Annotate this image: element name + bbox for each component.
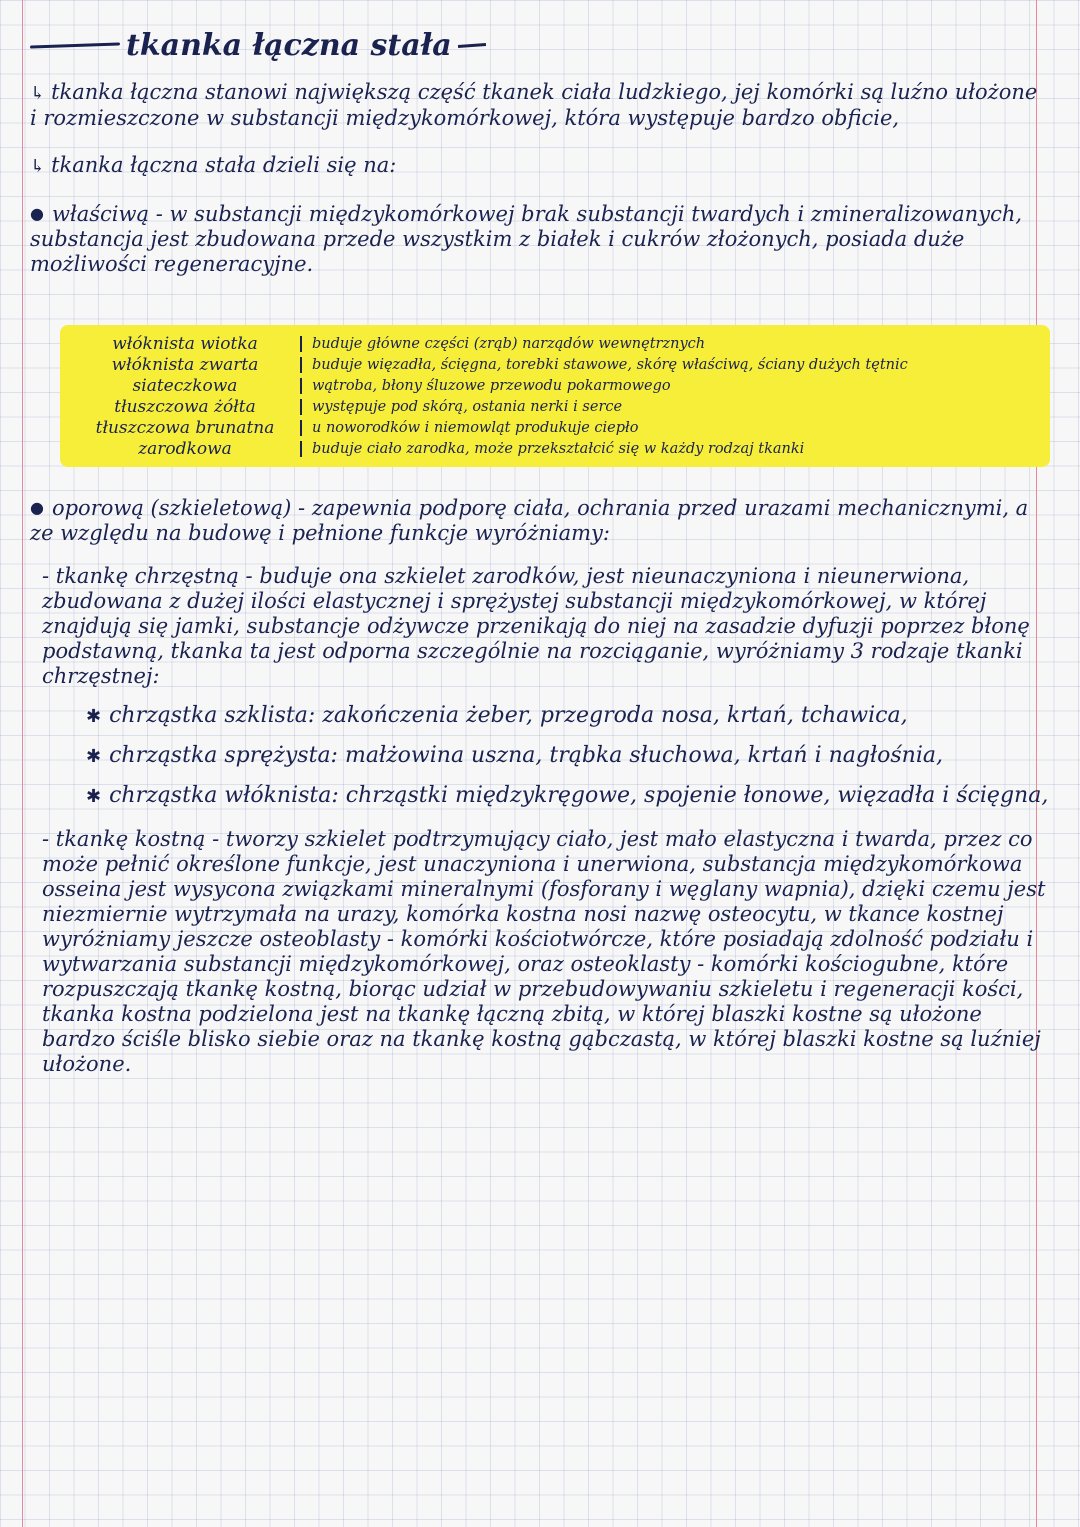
cartilage-types-list	[30, 703, 1050, 809]
intro-paragraph	[30, 80, 1050, 131]
tissue-name: włóknista zwarta	[111, 354, 259, 375]
page-title: tkanka łączna stała	[126, 27, 452, 63]
bullet-icon: ●	[30, 204, 44, 223]
table-row	[70, 417, 1040, 438]
chrzestna-paragraph: - tkankę chrzęstną - buduje ona szkielet zarodków, jest nieunaczyniona i nieunerwiona, zbudowana z dużej ilości elastycznej i sprężystej substancji międzykomórkowej, w której znajdują się jamki, substancje odżywcze przenikają do niej na zasadzie dyfuzji poprzez błonę podstawną, tkanka ta jest odporna szczególnie na rozciąganie, wyróżniamy 3 rodzaje tkanki chrzęstnej:	[42, 564, 1030, 688]
tissue-table	[60, 325, 1050, 467]
tissue-name: siateczkowa	[132, 375, 238, 396]
tissue-desc: u noworodków i niemowląt produkuje ciepło	[300, 420, 1040, 436]
tissue-name: zarodkowa	[138, 438, 232, 459]
intro-text: tkanka łączna stanowi największą część tkanek ciała ludzkiego, jej komórki są luźno ułożone i rozmieszczone w substancji międzykomórkowej, która występuje bardzo obficie,	[30, 80, 1038, 130]
cartilage-type-text: chrząstka sprężysta: małżowina uszna, trąbka słuchowa, krtań i nagłośnia,	[109, 743, 943, 768]
cartilage-type-text: chrząstka szklista: zakończenia żeber, przegroda nosa, krtań, tchawica,	[109, 703, 908, 728]
tissue-name: włóknista wiotka	[112, 333, 258, 354]
oporowa-paragraph	[30, 495, 1050, 546]
tissue-desc: buduje główne części (zrąb) narządów wewnętrznych	[300, 336, 1040, 352]
tissue-desc: buduje ciało zarodka, może przekształcić się w każdy rodzaj tkanki	[300, 441, 1040, 457]
cartilage-type-text: chrząstka włóknista: chrząstki międzykręgowe, spojenie łonowe, więzadła i ścięgna,	[109, 783, 1049, 808]
tissue-desc: występuje pod skórą, ostania nerki i serce	[300, 399, 1040, 415]
tissue-desc: wątroba, błony śluzowe przewodu pokarmowego	[300, 378, 1040, 394]
tissue-desc: buduje więzadła, ścięgna, torebki stawowe, skórę właściwą, ściany dużych tętnic	[300, 357, 1040, 373]
title-tail	[458, 43, 486, 48]
tissue-name: tłuszczowa brunatna	[95, 417, 275, 438]
tissue-name: tłuszczowa żółta	[114, 396, 256, 417]
wlasciwa-paragraph	[30, 201, 1050, 277]
table-row	[70, 396, 1040, 417]
arrow-icon: ↳	[30, 83, 46, 104]
table-row	[70, 354, 1040, 375]
divides-text: tkanka łączna stała dzieli się na:	[51, 153, 397, 177]
note-page	[30, 20, 1050, 1077]
asterisk-icon: ✱	[86, 706, 102, 727]
divides-line	[30, 153, 1050, 179]
oporowa-text: oporową (szkieletową) - zapewnia podporę ciała, ochrania przed urazami mechanicznymi, a ze względu na budowę i pełnione funkcje wyróżniamy:	[30, 496, 1029, 545]
bullet-icon: ●	[30, 498, 44, 517]
title-squiggle	[30, 42, 120, 48]
asterisk-icon: ✱	[86, 786, 102, 807]
list-item	[86, 743, 1050, 769]
margin-line-left	[22, 0, 23, 1527]
asterisk-icon: ✱	[86, 746, 102, 767]
table-row	[70, 375, 1040, 396]
list-item	[86, 703, 1050, 729]
arrow-icon: ↳	[30, 156, 46, 177]
wlasciwa-text: właściwą - w substancji międzykomórkowej brak substancji twardych i zmineralizowanych, substancja jest zbudowana przede wszystkim z białek i cukrów złożonych, posiada duże możliwości regeneracyjne.	[30, 202, 1023, 276]
kostna-paragraph: - tkankę kostną - tworzy szkielet podtrzymujący ciało, jest mało elastyczna i twarda, przez co może pełnić określone funkcje, jest unaczyniona i unerwiona, substancja międzykomórkowa osseina jest wysycona związkami mineralnymi (fosforany i węglany wapnia), dzięki czemu jest niezmiernie wytrzymała na urazy, komórka kostna nosi nazwę osteocytu, w tkance kostnej wyróżniamy jeszcze osteoblasty - komórki kościotwórcze, które posiadają zdolność podziału i wytwarzania substancji międzykomórkowej, oraz osteoklasty - komórki kościogubne, które rozpuszczają tkankę kostną, biorąc udział w przebudowywaniu szkieletu i regeneracji kości, tkanka kostna podzielona jest na tkankę łączną zbitą, w której blaszki kostne są ułożone bardzo ściśle blisko siebie oraz na tkankę kostną gąbczastą, w której blaszki kostne są luźniej ułożone.	[42, 827, 1046, 1076]
title-row	[30, 20, 1050, 70]
list-item	[86, 783, 1050, 809]
table-row	[70, 333, 1040, 354]
table-row	[70, 438, 1040, 459]
